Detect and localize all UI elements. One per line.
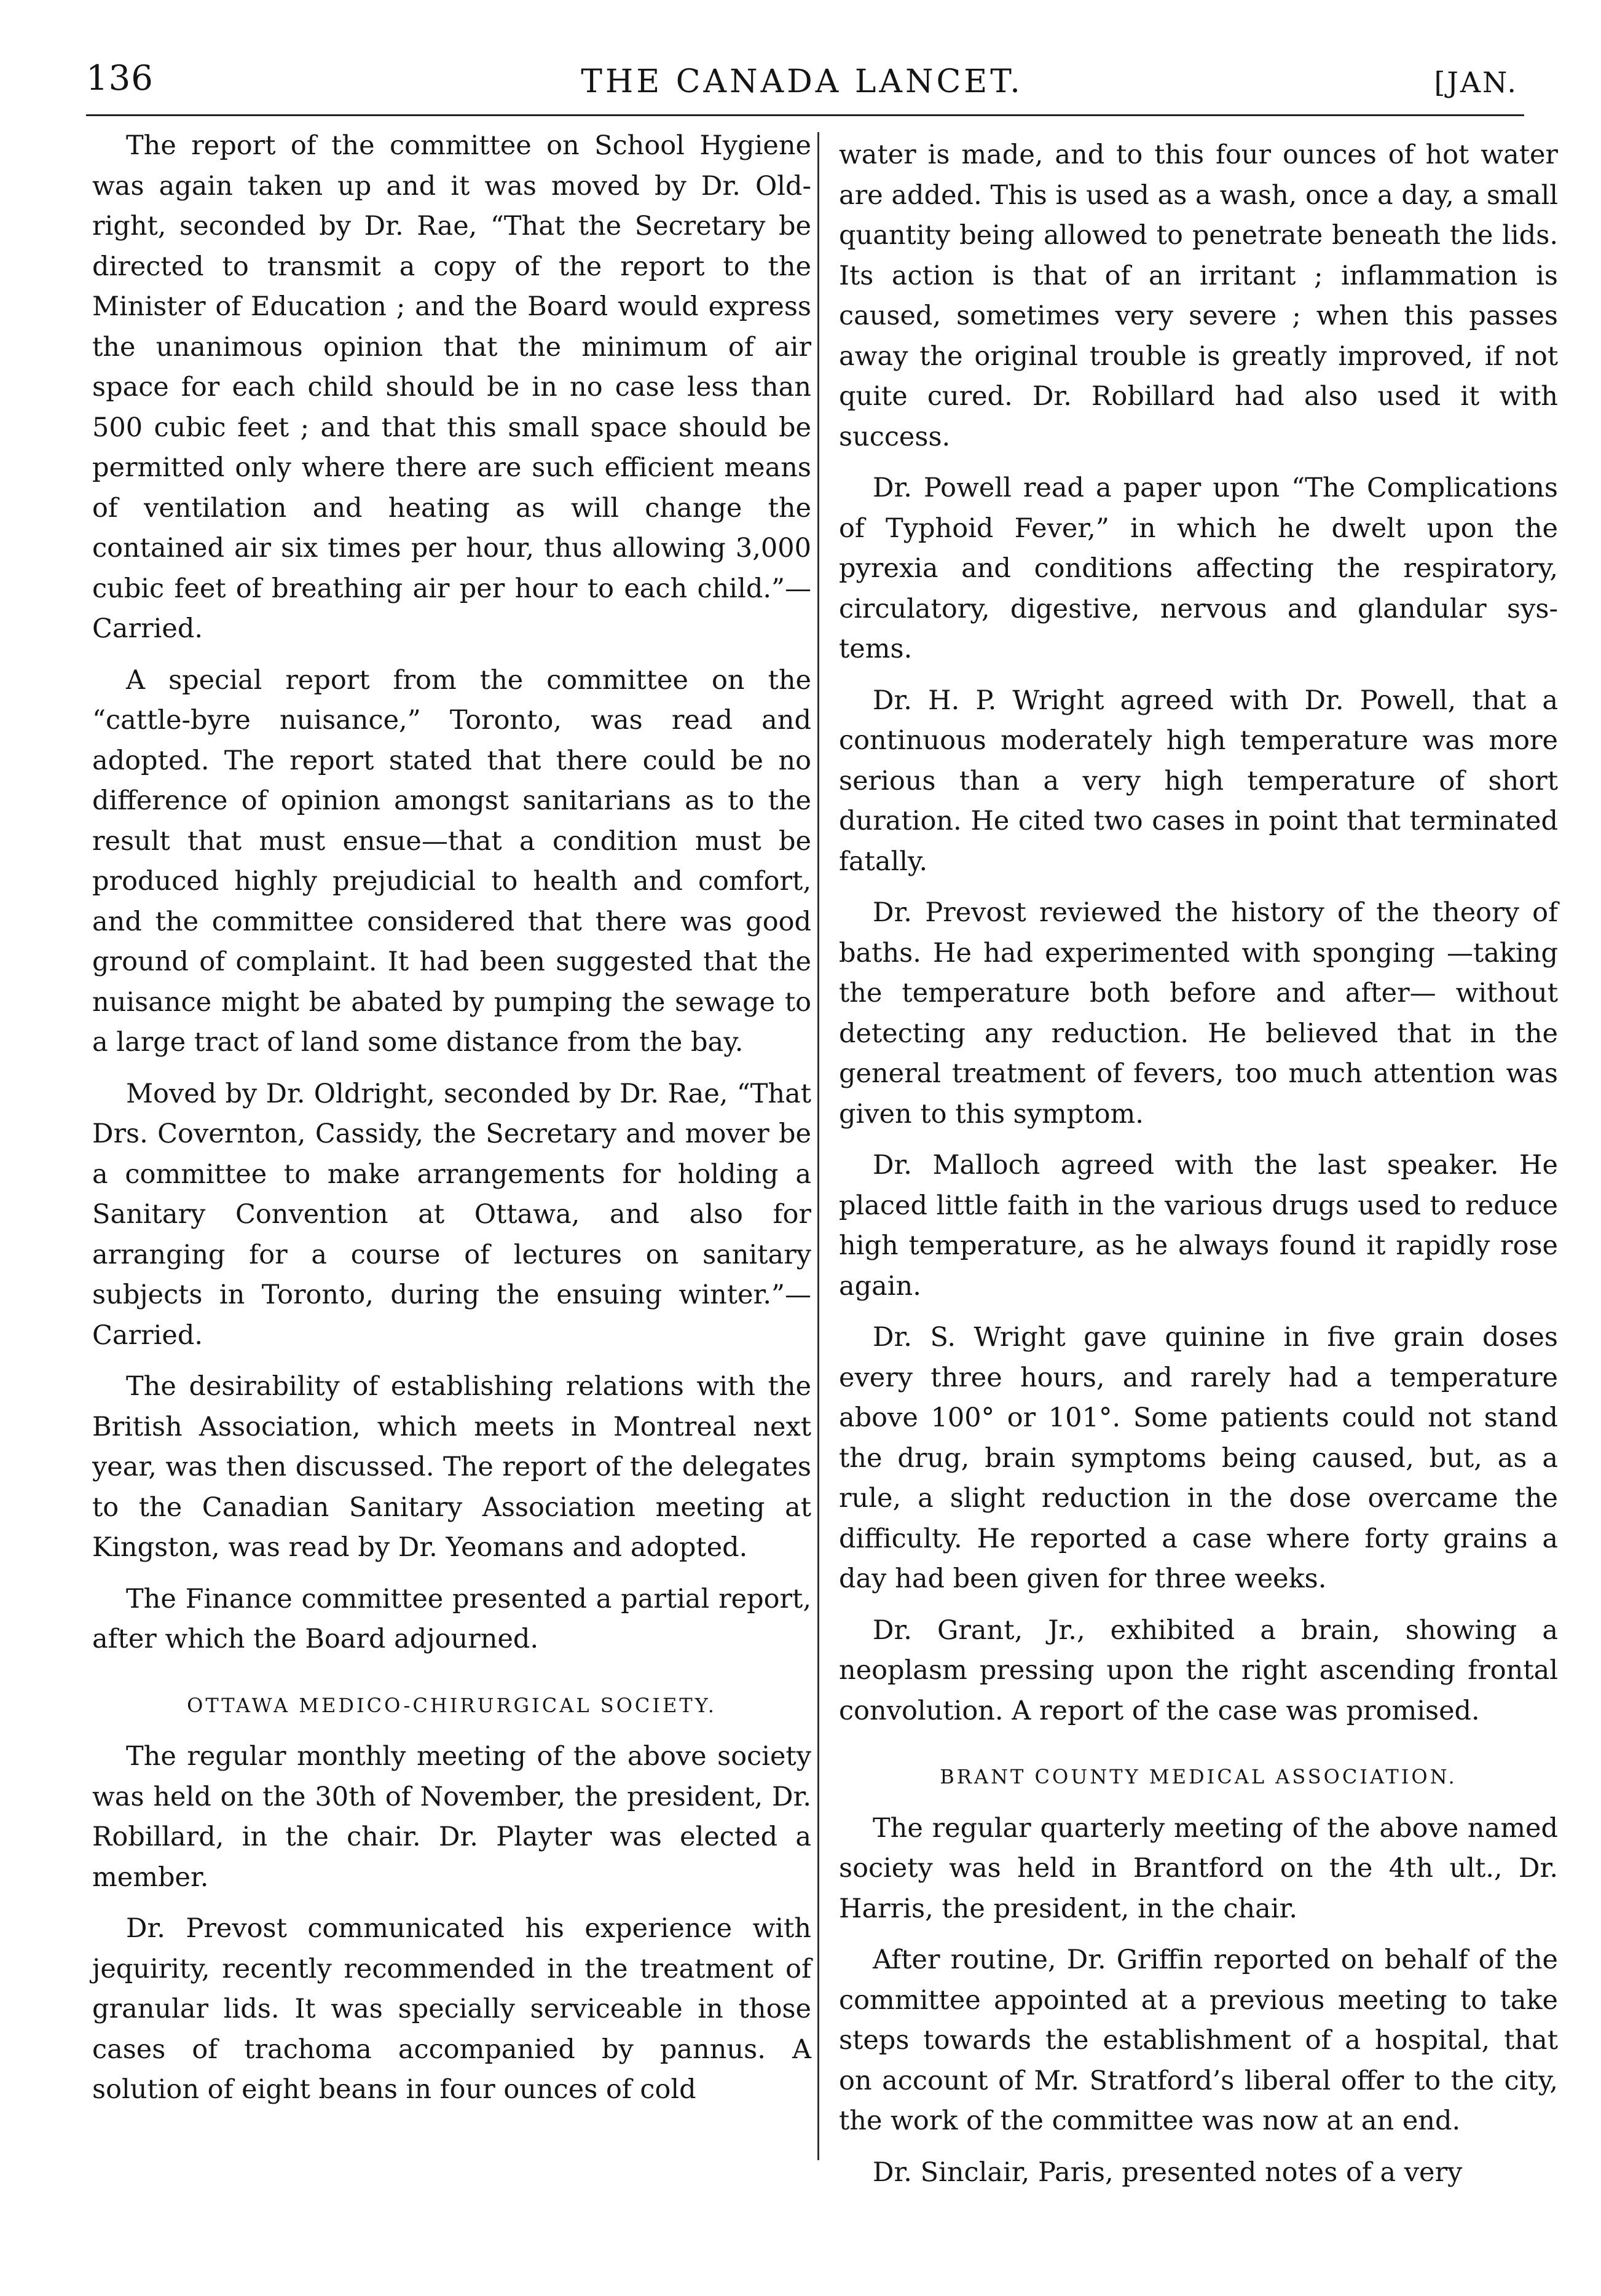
paragraph: Dr. Malloch agreed with the last speaker. He placed little faith in the various drugs used to reduce high temperature, as he always found it rapidly rose again. — [839, 1150, 1558, 1302]
paragraph: Dr. Powell read a paper upon “The Complications of Typhoid Fever,” in which he dwelt upon the pyrexia and conditions affecting the respiratory, circulatory, digestive, nervous and glandular systems. — [839, 473, 1558, 664]
paragraph: After routine, Dr. Griffin reported on behalf of the committee appointed at a previous meeting to take steps towards the establishment of a hospital, that on account of Mr. Stratford’s liberal offer to the city, the work of the committee was now at an end. — [839, 1944, 1558, 2136]
journal-title: THE CANADA LANCET. — [581, 63, 1023, 100]
paragraph: The regular quarterly meeting of the above named society was held in Brantford on the 4th ult., Dr. Harris, the president, in the chair. — [839, 1812, 1558, 1924]
issue-month: [JAN. — [1434, 66, 1518, 99]
right-column — [839, 135, 1558, 2204]
paragraph: Dr. Prevost reviewed the history of the theory of baths. He had experimented with sponging —taking the temperature both before and after— without detecting any reduction. He believed that in the general treatment of fevers, too much attention was given to this symptom. — [839, 897, 1558, 1130]
paragraph: Moved by Dr. Oldright, seconded by Dr. Rae, “That Drs. Covernton, Cassidy, the Secretary and mover be a committee to make arrangements for holding a Sanitary Convention at Ottawa, and also for arranging for a course of lectures on sanitary subjects in Toronto, during the ensuing winter.”—Carried. — [92, 1078, 811, 1351]
running-header — [86, 58, 1518, 114]
left-column — [92, 126, 811, 2121]
section-heading: BRANT COUNTY MEDICAL ASSOCIATION. — [940, 1765, 1457, 1788]
paragraph: The Finance committee presented a partial report, after which the Board adjourned. — [92, 1583, 811, 1654]
column-divider — [817, 132, 819, 2160]
paragraph: The report of the committee on School Hygiene was again taken up and it was moved by Dr. Oldright, seconded by Dr. Rae, “That the Secretary be directed to transmit a copy of the report to the Minister of Education ; and the Board would express the unanimous opinion that the minimum of air space for each child should be in no case less than 500 cubic feet ; and that this small space should be permitted only where there are such efficient means of ventilation and heating as will change the contained air six times per hour, thus allowing 3,000 cubic feet of breathing air per hour to each child.”—Carried. — [92, 130, 811, 644]
section-heading: OTTAWA MEDICO-CHIRURGICAL SOCIETY. — [187, 1693, 717, 1717]
header-rule — [86, 114, 1524, 116]
paragraph: The regular monthly meeting of the above society was held on the 30th of November, the president, Dr. Robillard, in the chair. Dr. Playter was elected a member. — [92, 1741, 811, 1893]
page-number: 136 — [86, 58, 154, 98]
paragraph: The desirability of establishing relations with the British Association, which meets in Montreal next year, was then discussed. The report of the delegates to the Canadian Sanitary Association meeting at Kingston, was read by Dr. Yeomans and adopted. — [92, 1371, 811, 1563]
paragraph: Dr. Sinclair, Paris, presented notes of a very — [873, 2156, 1463, 2188]
paragraph: A special report from the committee on the “cattle-byre nuisance,” Toronto, was read and adopted. The report stated that there could be no difference of opinion amongst sanitarians as to the result that must ensue—that a condition must be produced highly prejudicial to health and comfort, and the committee considered that there was good ground of complaint. It had been suggested that the nuisance might be abated by pumping the sewage to a large tract of land some distance from the bay. — [92, 664, 811, 1058]
paragraph: Dr. S. Wright gave quinine in five grain doses every three hours, and rarely had a temperature above 100° or 101°. Some patients could not stand the drug, brain symptoms being caused, but, as a rule, a slight reduction in the dose overcame the difficulty. He reported a case where forty grains a day had been given for three weeks. — [839, 1322, 1558, 1594]
paragraph: Dr. Grant, Jr., exhibited a brain, showing a neoplasm pressing upon the right ascending frontal convolution. A report of the case was promised. — [839, 1614, 1558, 1726]
paragraph: Dr. H. P. Wright agreed with Dr. Powell, that a continuous moderately high temperature was more serious than a very high temperature of short duration. He cited two cases in point that terminated fatally. — [839, 685, 1558, 877]
paragraph: Dr. Prevost communicated his experience with jequirity, recently recommended in the treatment of granular lids. It was specially serviceable in those cases of trachoma accompanied by pannus. A solution of eight beans in four ounces of cold — [92, 1913, 811, 2105]
paragraph: water is made, and to this four ounces of hot water are added. This is used as a wash, once a day, a small quantity being allowed to penetrate beneath the lids. Its action is that of an irritant ; inflammation is caused, sometimes very severe ; when this passes away the original trouble is greatly improved, if not quite cured. Dr. Robillard had also used it with success. — [839, 140, 1558, 452]
